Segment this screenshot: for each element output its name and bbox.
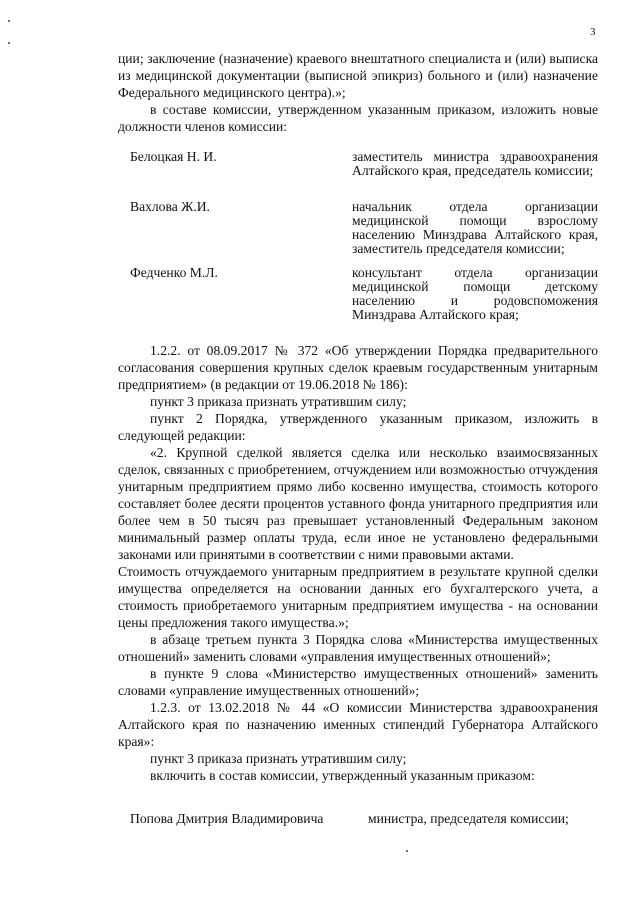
paragraph: «2. Крупной сделкой является сделка или несколько взаимосвязанных сделок, связанных с приобретением, отчуждением или возможностью отчуждения унитарным предприятием прямо либо косвенно имущества, стоимость которого составляет более десяти процентов уставного фонда унитарного предприятия или более чем в 50 тысяч раз превышает установленный Федеральным законом минимальный размер оплаты труда, если иное не установлено федеральными законами или принятыми в соответствии с ними правовыми актами. [118, 445, 598, 562]
member-name: Вахлова Ж.И. [130, 199, 210, 214]
paragraph: в пункте 9 слова «Министерство имущественных отношений» заменить словами «управление имущественных отношений»; [118, 666, 598, 698]
top-block [118, 50, 598, 135]
member-name: Федченко М.Л. [130, 265, 218, 280]
main-block [118, 342, 598, 784]
member-position: консультант отдела организации медицинской помощи детскому населению и родовспоможения Минздрава Алтайского края; [352, 265, 598, 322]
paragraph: 1.2.2. от 08.09.2017 № 372 «Об утверждении Порядка предварительного согласования совершения крупных сделок краевым государственным унитарным предприятием» (в редакции от 19.06.2018 № 186): [118, 343, 598, 392]
scan-dot [406, 850, 408, 852]
paragraph: в составе комиссии, утвержденном указанным приказом, изложить новые должности членов комиссии: [118, 102, 598, 134]
member-position: начальник отдела организации медицинской помощи взрослому населению Минздрава Алтайского края, заместитель председателя комиссии; [352, 199, 598, 256]
member-name: Белоцкая Н. И. [130, 149, 217, 164]
paragraph: ции; заключение (назначение) краевого внештатного специалиста и (или) выписка из медицинской документации (выписной эпикриз) больного и (или) назначение Федерального медицинского центра).»; [118, 51, 598, 100]
scan-dot [8, 20, 10, 22]
final-entry-name: Попова Дмитрия Владимировича [130, 811, 324, 826]
page-number: 3 [590, 26, 596, 38]
paragraph: в абзаце третьем пункта 3 Порядка слова «Министерства имущественных отношений» заменить словами «управления имущественных отношений»; [118, 632, 598, 664]
final-entry-position: министра, председателя комиссии; [368, 811, 569, 826]
paragraph: пункт 3 приказа признать утратившим силу; [150, 394, 407, 409]
paragraph: Стоимость отчуждаемого унитарным предприятием в результате крупной сделки имущества определяется на основании данных его бухгалтерского учета, а стоимость приобретаемого унитарным предприятием имущества - на основании цены предложения такого имущества.»; [118, 564, 598, 630]
scan-dot [8, 42, 10, 44]
paragraph: 1.2.3. от 13.02.2018 № 44 «О комиссии Министерства здравоохранения Алтайского края по назначению именных стипендий Губернатора Алтайского края»: [118, 700, 598, 749]
paragraph: пункт 3 приказа признать утратившим силу; [150, 751, 407, 766]
paragraph: включить в состав комиссии, утвержденный указанным приказом: [150, 768, 535, 783]
member-position: заместитель министра здравоохранения Алтайского края, председатель комиссии; [352, 149, 598, 178]
paragraph: пункт 2 Порядка, утвержденного указанным приказом, изложить в следующей редакции: [118, 411, 598, 443]
